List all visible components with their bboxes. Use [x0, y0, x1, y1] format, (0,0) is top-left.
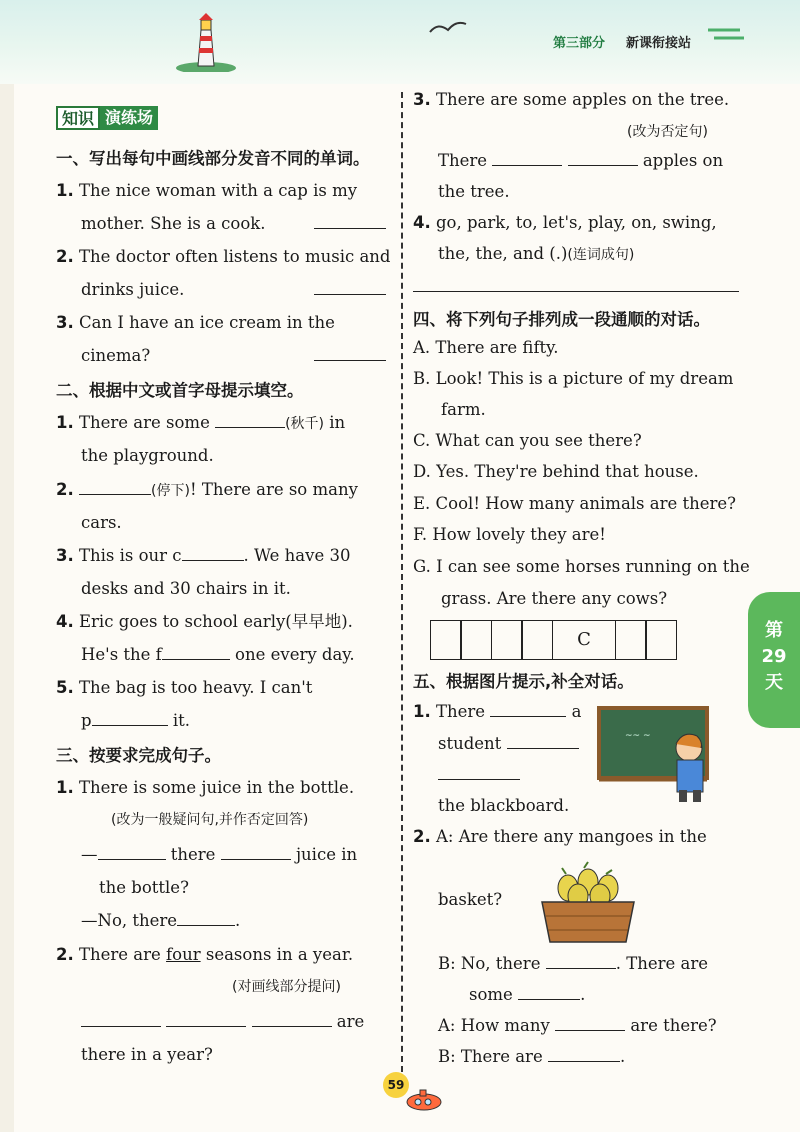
s2-q4-line1: 4. Eric goes to school early(早早地). [56, 612, 353, 631]
s1-q1-line1: 1. The nice woman with a cap is my [56, 181, 358, 200]
s2-q4-line2: He's the f one every day. [81, 638, 355, 671]
s5-q1-line3[interactable] [438, 758, 520, 791]
s2-q4-blank[interactable] [162, 641, 230, 660]
s4-option-c: C. What can you see there? [413, 431, 642, 450]
section5-title: 五、根据图片提示,补全对话。 [413, 672, 634, 691]
s3-q3-line3: There apples on [438, 144, 723, 177]
s4-option-b-line2: farm. [441, 400, 486, 419]
s1-q3-blank[interactable] [314, 339, 386, 372]
s3-q1-blank1[interactable] [98, 841, 166, 860]
answer-cell[interactable] [491, 620, 523, 660]
s5-q2-blank3[interactable] [555, 1012, 625, 1031]
section1-title: 一、写出每句中画线部分发音不同的单词。 [56, 149, 370, 168]
s4-option-d: D. Yes. They're behind that house. [413, 462, 699, 481]
s5-q1-line2: student [438, 727, 579, 760]
s1-q3-line1: 3. Can I have an ice cream in the [56, 313, 335, 332]
day-tab-line3: 天 [765, 672, 783, 693]
day-tab-number: 29 [761, 646, 787, 667]
s3-q2-blank1[interactable] [81, 1008, 161, 1027]
s5-q2-line2: basket? [438, 890, 503, 909]
s2-q1-blank[interactable] [215, 409, 285, 428]
s3-q4-answer-line[interactable] [413, 270, 739, 303]
section3-title: 三、按要求完成句子。 [56, 746, 221, 765]
submarine-icon [404, 1088, 444, 1112]
s3-q3-requirement: (改为否定句) [627, 124, 708, 140]
s5-q1-blank1[interactable] [490, 698, 566, 717]
s3-q3-blank1[interactable] [492, 147, 562, 166]
s3-q3-line1: 3. There are some apples on the tree. [413, 90, 730, 109]
s3-q2-blank2[interactable] [166, 1008, 246, 1027]
s4-option-b-line1: B. Look! This is a picture of my dream [413, 369, 734, 388]
s3-q2-line4: there in a year? [81, 1045, 213, 1064]
s2-q2-blank[interactable] [79, 476, 151, 495]
s2-q2-line2: cars. [81, 513, 122, 532]
s5-q2-blank4[interactable] [548, 1043, 620, 1062]
s3-q1-blank2[interactable] [221, 841, 291, 860]
page-header [0, 0, 800, 84]
s5-q2-line6: B: There are . [438, 1040, 625, 1073]
s4-option-e: E. Cool! How many animals are there? [413, 494, 737, 513]
s1-q2-line1: 2. The doctor often listens to music and [56, 247, 391, 266]
svg-text:~~ ~: ~~ ~ [625, 731, 651, 741]
blackboard-student-image [597, 702, 723, 804]
s2-q3-line1: 3. This is our c . We have 30 [56, 539, 350, 572]
s3-q2-blank3[interactable] [252, 1008, 332, 1027]
s3-q2-line3: are [81, 1005, 364, 1038]
s2-q1-line1: 1. There are some (秋千) in [56, 406, 345, 441]
section2-title: 二、根据中文或首字母提示填空。 [56, 381, 304, 400]
answer-cell[interactable] [645, 620, 677, 660]
answer-cell[interactable] [430, 620, 462, 660]
s1-q3-line2: cinema? [81, 346, 151, 365]
s5-q1-blank2[interactable] [507, 730, 579, 749]
s1-q1-line2: mother. She is a cook. [81, 214, 266, 233]
column-divider [401, 92, 403, 1072]
deco-lines-icon [706, 22, 746, 52]
s2-q5-line1: 5. The bag is too heavy. I can't [56, 678, 313, 697]
s3-q3-line4: the tree. [438, 182, 510, 201]
s3-q3-blank2[interactable] [568, 147, 638, 166]
s5-q1-line4: the blackboard. [438, 796, 570, 815]
lighthouse-icon [176, 12, 236, 72]
s2-q3-blank[interactable] [182, 542, 244, 561]
banner-part2: 演练场 [100, 106, 158, 130]
answer-cell[interactable] [460, 620, 492, 660]
s4-answer-grid [431, 620, 677, 660]
s1-q2-line2: drinks juice. [81, 280, 185, 299]
day-tab [748, 592, 800, 728]
s3-q1-line4: the bottle? [99, 878, 189, 897]
answer-cell[interactable] [615, 620, 647, 660]
day-tab-line1: 第 [765, 620, 783, 641]
s1-q2-blank[interactable] [314, 273, 386, 306]
s3-q2-line1: 2. There are four seasons in a year. [56, 945, 354, 964]
s5-q2-line3: B: No, there . There are [438, 947, 708, 980]
s3-q2-requirement: (对画线部分提问) [232, 979, 341, 995]
section4-title: 四、将下列句子排列成一段通顺的对话。 [413, 310, 710, 329]
answer-cell[interactable] [521, 620, 553, 660]
page-edge [0, 84, 14, 1132]
s2-q5-blank[interactable] [92, 707, 168, 726]
s3-q1-line5: —No, there . [81, 904, 240, 937]
s4-option-f: F. How lovely they are! [413, 525, 606, 544]
s4-option-g-line1: G. I can see some horses running on the [413, 557, 750, 576]
s3-q4-line2: the, the, and (.)(连词成句) [438, 244, 635, 263]
s5-q2-blank1[interactable] [546, 950, 616, 969]
section-banner [56, 106, 158, 130]
s2-q3-line2: desks and 30 chairs in it. [81, 579, 291, 598]
page-number: 59 [383, 1072, 409, 1098]
s5-q2-line1: 2. A: Are there any mangoes in the [413, 827, 707, 846]
header-section: 新课衔接站 [626, 36, 692, 51]
s4-option-g-line2: grass. Are there any cows? [441, 589, 668, 608]
fruit-basket-image [538, 860, 638, 944]
s1-q1-blank[interactable] [314, 207, 386, 240]
s3-q1-requirement: (改为一般疑问句,并作否定回答) [111, 812, 309, 828]
answer-cell[interactable]: C [552, 620, 616, 660]
banner-part1: 知识 [56, 106, 100, 130]
header-part: 第三部分 [553, 36, 606, 51]
s3-q4-line1: 4. go, park, to, let's, play, on, swing, [413, 213, 717, 232]
s3-q1-line3: — there juice in [81, 838, 357, 871]
s4-option-a: A. There are fifty. [413, 338, 559, 357]
bird-icon [428, 18, 468, 38]
s5-q1-line1: 1. There a [413, 695, 581, 728]
s2-q5-line2: p it. [81, 704, 190, 737]
s3-q1-blank3[interactable] [177, 907, 235, 926]
s2-q2-line1: 2. (停下)! There are so many [56, 473, 358, 508]
s2-q1-line2: the playground. [81, 446, 214, 465]
s3-q1-line1: 1. There is some juice in the bottle. [56, 778, 355, 797]
s5-q2-line4: some . [469, 978, 585, 1011]
s5-q2-line5: A: How many are there? [438, 1009, 717, 1042]
s5-q2-blank2[interactable] [518, 981, 580, 1000]
